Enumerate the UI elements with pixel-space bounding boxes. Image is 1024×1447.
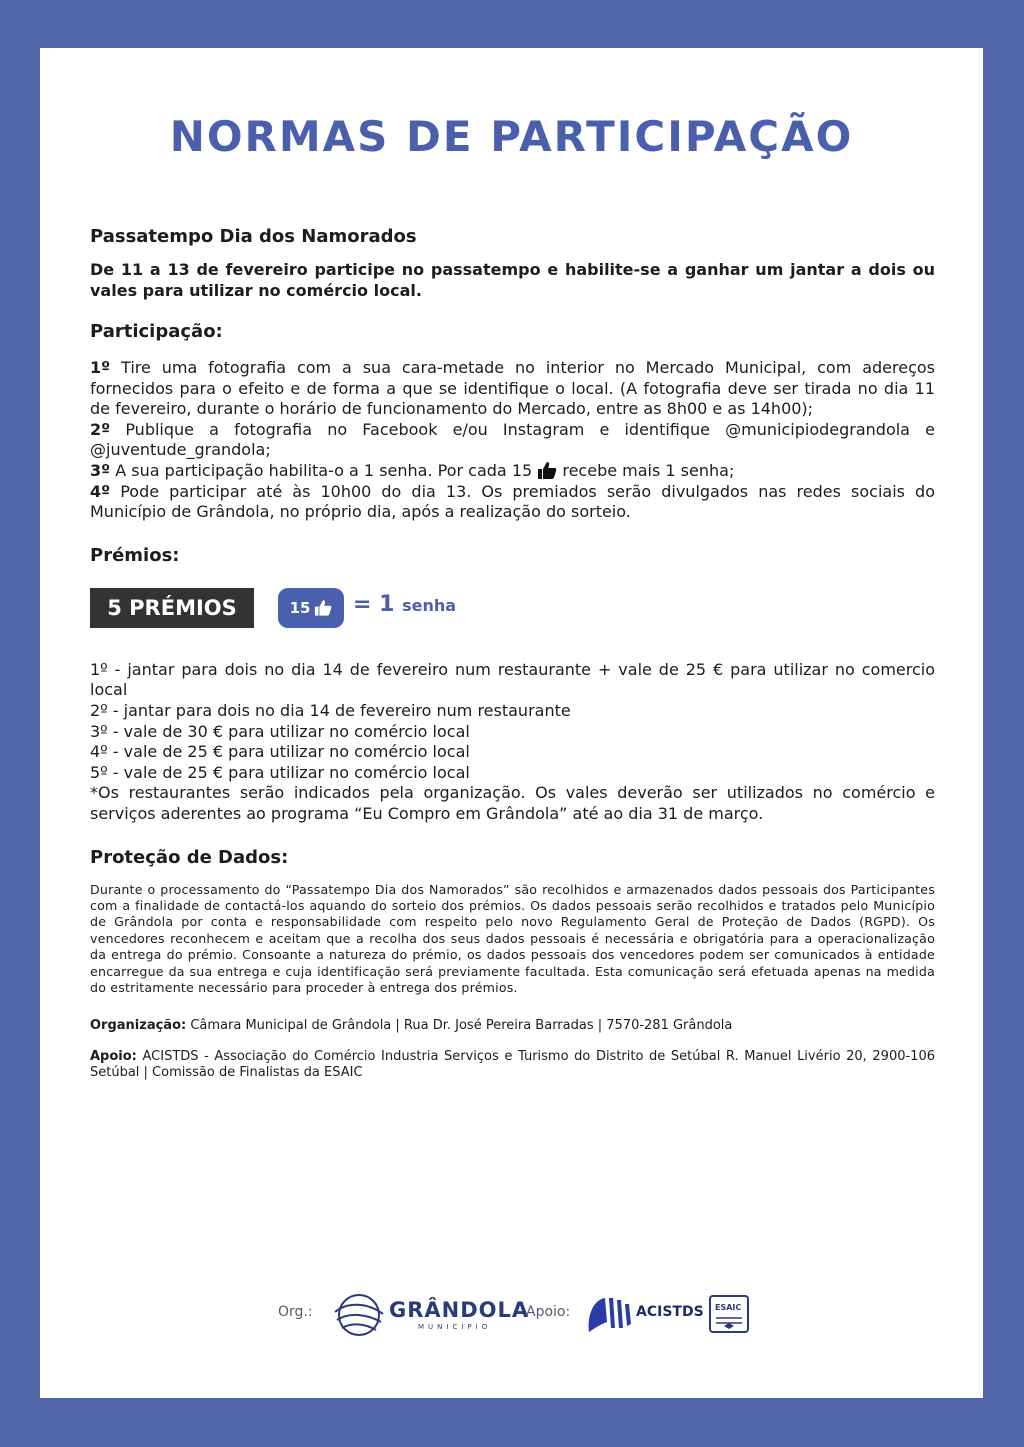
document-page [40, 48, 983, 1398]
support-label: Apoio: [526, 1304, 571, 1320]
likes-count: 15 [289, 598, 311, 617]
prize-item: 2º - jantar para dois no dia 14 de fevereiro num restaurante [90, 700, 571, 720]
likes-equals: = 1 senha [353, 591, 457, 617]
support-line: Apoio: ACISTDS - Associação do Comércio Industria Serviços e Turismo do Distrito de Setúbal R. Manuel Livério 20, 2900-106 Setúbal | Comissão de Finalistas da ESAIC [90, 1048, 935, 1081]
thumbs-up-icon [314, 599, 332, 616]
organization-line: Organização: Câmara Municipal de Grândola | Rua Dr. José Pereira Barradas | 7570-281 Grândola [90, 1018, 733, 1034]
participation-heading: Participação: [90, 321, 223, 342]
prizes-heading: Prémios: [90, 544, 180, 566]
likes-pill [278, 588, 344, 628]
footer-logos [40, 1280, 983, 1340]
prizes-badge: 5 PRÉMIOS [90, 588, 254, 628]
acistds-logo-text: ACISTDS [636, 1304, 704, 1320]
prize-item: 5º - vale de 25 € para utilizar no comércio local [90, 762, 470, 782]
prize-item: 1º - jantar para dois no dia 14 de fevereiro num restaurante + vale de 25 € para utilizar no comercio local [90, 659, 935, 700]
page-title: NORMAS DE PARTICIPAÇÃO [169, 112, 854, 161]
data-protection-heading: Proteção de Dados: [90, 846, 289, 868]
prize-item: 3º - vale de 30 € para utilizar no comércio local [90, 721, 470, 741]
step-3: 3º A sua participação habilita-o a 1 senha. Por cada 15 recebe mais 1 senha; [90, 460, 735, 480]
esaic-scroll-icon [706, 1292, 752, 1336]
step-2: 2º Publique a fotografia no Facebook e/ou Instagram e identifique @municipiodegrandola e @juventude_grandola; [90, 419, 935, 460]
content [90, 226, 935, 1082]
grandola-logo-text: GRÂNDOLA [389, 1298, 530, 1322]
step-4: 4º Pode participar até às 10h00 do dia 13. Os premiados serão divulgados nas redes sociais do Município de Grândola, no próprio dia, após a realização do sorteio. [90, 481, 935, 522]
contest-intro: De 11 a 13 de fevereiro participe no passatempo e habilite-se a ganhar um jantar a dois ou vales para utilizar no comércio local. [90, 260, 935, 300]
grandola-logo-sub: MUNICÍPIO [418, 1323, 492, 1331]
esaic-logo-text: ESAIC [715, 1303, 742, 1312]
org-label: Org.: [278, 1304, 313, 1320]
prize-item: 4º - vale de 25 € para utilizar no comércio local [90, 742, 470, 762]
participation-steps [90, 358, 935, 523]
prizes-banner [90, 588, 935, 632]
contest-name: Passatempo Dia dos Namorados [90, 226, 417, 247]
prize-list [90, 660, 935, 825]
data-protection-text: Durante o processamento do “Passatempo Dia dos Namorados” são recolhidos e armazenados dados pessoais dos Participantes com a finalidade de contactá-los aquando do sorteio dos prémios. Os dados pessoais serão recolhidos e tratados pelo Município de Grândola por conta e responsabilidade com respeito pelo novo Regulamento Geral de Proteção de Dados (RGPD). Os vencedores reconhecem e aceitam que a recolha dos seus dados pessoais é necessária e obrigatória para a operacionalização da entrega do prémio. Consoante a natureza do prémio, os dados pessoais dos vencedores podem ser comunicados à entidade encarregue da sua entrega e cuja identificação será previamente facultada. Esta comunicação será efetuada apenas na medida do estritamente necessário para proceder à entrega dos prémios. [90, 881, 935, 995]
thumbs-up-icon [537, 461, 557, 479]
step-1: 1º Tire uma fotografia com a sua cara-metade no interior no Mercado Municipal, com adereços fornecidos para o efeito e de forma a que se identifique o local. (A fotografia deve ser tirada no dia 11 de fevereiro, durante o horário de funcionamento do Mercado, entre as 8h00 e as 14h00); [90, 358, 935, 419]
prize-note: *Os restaurantes serão indicados pela organização. Os vales deverão ser utilizados no comércio e serviços aderentes ao programa “Eu Compro em Grândola” até ao dia 31 de março. [90, 783, 935, 823]
acistds-hands-icon [585, 1292, 635, 1338]
grandola-emblem-icon [332, 1292, 386, 1338]
